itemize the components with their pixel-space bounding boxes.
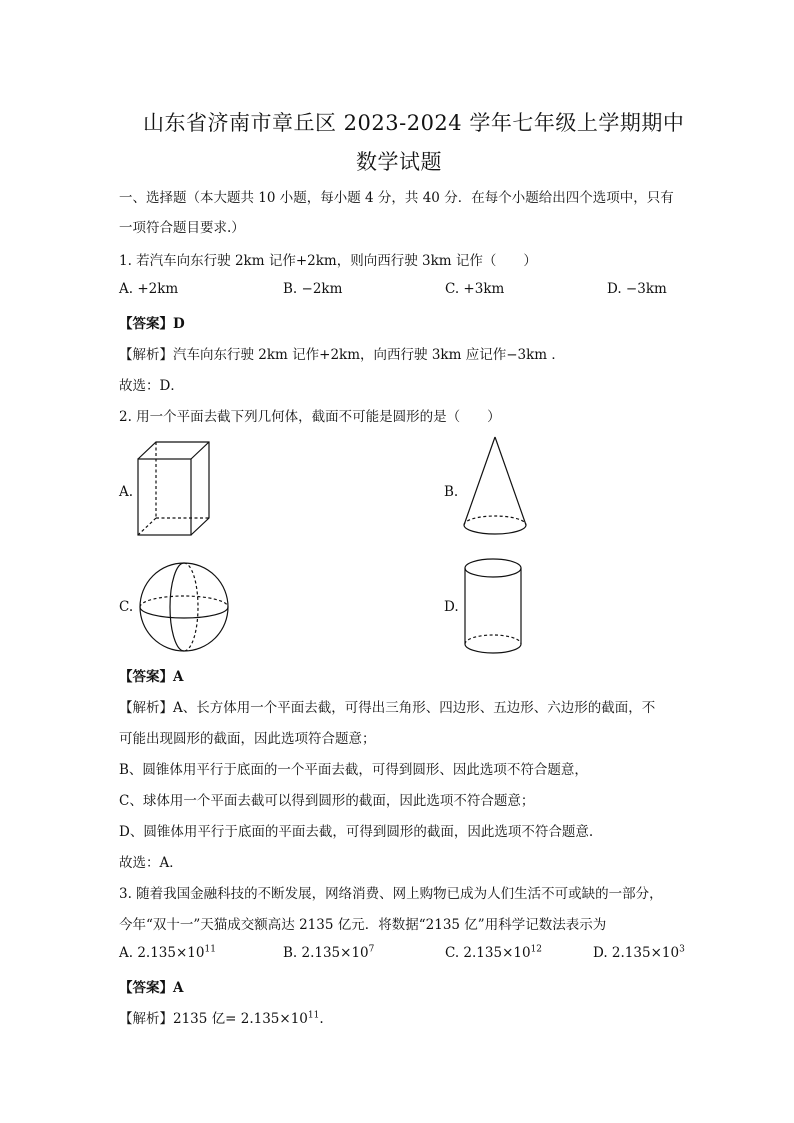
- cuboid-icon: [136, 440, 212, 538]
- q1-option-b: B. −2km: [283, 281, 343, 297]
- q3-option-d: D. $2.135\times 10^3$: [593, 944, 685, 961]
- q2-option-d-label: D.: [444, 599, 459, 615]
- q1-option-d: D. −3km: [607, 281, 667, 297]
- question-2-stem: 2. 用一个平面去截下列几何体，截面不可能是圆形的是（ ）: [119, 409, 501, 425]
- q2-option-a-label: A.: [119, 484, 134, 500]
- q2-analysis-line1: 【解析】A、长方体用一个平面去截，可得出三角形、四边形、五边形、六边形的截面，不: [119, 700, 656, 716]
- page-title: 山东省济南市章丘区 2023-2024 学年七年级上学期期中: [143, 111, 685, 135]
- q2-answer: 【答案】A: [119, 669, 184, 685]
- q3-option-c: C. $2.135\times 10^{12}$: [445, 944, 543, 961]
- q2-analysis-line2: 可能出现圆形的截面，因此选项符合题意；: [119, 731, 376, 747]
- section-instruction: 一、选择题（本大题共 10 小题，每小题 4 分，共 40 分．在每个小题给出四个选项中，只有: [119, 190, 674, 206]
- page-subtitle: 数学试题: [356, 150, 442, 174]
- q1-conclusion: 故选：D．: [119, 378, 184, 394]
- q2-analysis-line4: C、球体用一个平面去截可以得到圆形的截面，因此选项不符合题意；: [119, 793, 535, 809]
- question-1-stem: 1. 若汽车向东行驶 2km 记作+2km，则向西行驶 3km 记作（ ）: [119, 253, 537, 269]
- question-3-stem-cont: 今年“双十一”天猫成交额高达 2135 亿元．将数据“2135 亿”用科学记数法表示为: [119, 917, 607, 933]
- q3-option-b: B. $2.135\times 10^7$: [283, 944, 375, 961]
- q3-analysis: 【解析】2135 亿= $2.135\times 10^{11}$.: [119, 1010, 324, 1027]
- question-3-stem: 3. 随着我国金融科技的不断发展，网络消费、网上购物已成为人们生活不可或缺的一部分，: [119, 886, 663, 902]
- q2-analysis-line5: D、圆锥体用平行于底面的平面去截，可得到圆形的截面，因此选项不符合题意.: [119, 824, 594, 840]
- cylinder-icon: [462, 556, 524, 656]
- cone-icon: [461, 434, 529, 544]
- q2-option-c-label: C.: [119, 599, 134, 615]
- q1-analysis: 【解析】汽车向东行驶 2km 记作+2km，向西行驶 3km 应记作−3km ．: [119, 347, 565, 363]
- q2-option-b-label: B.: [444, 484, 459, 500]
- q3-answer: 【答案】A: [119, 980, 184, 996]
- q2-conclusion: 故选：A．: [119, 855, 183, 871]
- q1-answer: 【答案】D: [119, 316, 185, 332]
- q3-option-a: A. $2.135\times 10^{11}$: [119, 944, 216, 961]
- section-instruction-cont: 一项符合题目要求.）: [119, 220, 245, 236]
- q1-option-c: C. +3km: [445, 281, 505, 297]
- q2-analysis-line3: B、圆锥体用平行于底面的一个平面去截，可得到圆形、因此选项不符合题意，: [119, 762, 588, 778]
- q1-option-a: A. +2km: [119, 281, 179, 297]
- sphere-icon: [137, 560, 231, 654]
